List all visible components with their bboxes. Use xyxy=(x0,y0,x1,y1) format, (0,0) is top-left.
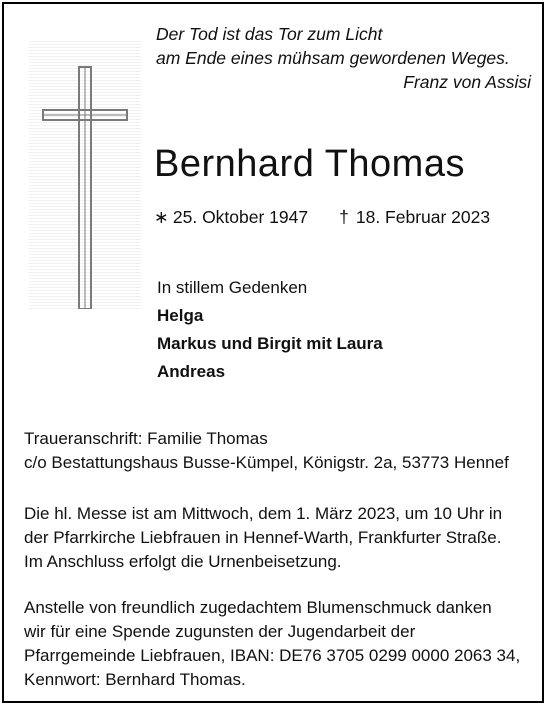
quote xyxy=(156,22,531,94)
cross-panel xyxy=(29,41,141,309)
donation-line: Kennwort: Bernhard Thomas. xyxy=(24,670,246,689)
mourners-intro: In stillem Gedenken xyxy=(157,278,308,297)
obituary-frame xyxy=(2,2,544,703)
donation-line: Pfarrgemeinde Liebfrauen, IBAN: DE76 3705 0299 0000 2063 34, xyxy=(24,646,521,665)
mourner-name: Helga xyxy=(157,306,204,325)
quote-line: Der Tod ist das Tor zum Licht xyxy=(156,24,383,44)
latin-cross-icon xyxy=(29,41,141,309)
address-block xyxy=(24,427,509,475)
mourner-name: Markus und Birgit mit Laura xyxy=(157,334,383,353)
service-line: Die hl. Messe ist am Mittwoch, dem 1. März 2023, um 10 Uhr in xyxy=(24,504,503,523)
donation-block xyxy=(24,596,520,692)
death-date: 18. Februar 2023 xyxy=(355,207,491,227)
mourners-list xyxy=(157,274,383,386)
donation-line: Anstelle von freundlich zugedachtem Blumenschmuck danken xyxy=(24,598,492,617)
mourner-name: Andreas xyxy=(157,362,226,381)
death-dagger-icon: † xyxy=(339,207,349,227)
donation-line: wir für eine Spende zugunsten der Jugendarbeit der xyxy=(24,622,416,641)
life-dates xyxy=(154,204,490,230)
address-line: Traueranschrift: Familie Thomas xyxy=(24,429,268,448)
service-line: Im Anschluss erfolgt die Urnenbeisetzung. xyxy=(24,552,342,571)
service-line: der Pfarrkirche Liebfrauen in Hennef-Warth, Frankfurter Straße. xyxy=(24,528,502,547)
deceased-name: Bernhard Thomas xyxy=(154,143,465,185)
service-block xyxy=(24,502,502,574)
quote-author: Franz von Assisi xyxy=(403,72,531,92)
birth-star-icon: ∗ xyxy=(154,207,169,227)
birth-date: 25. Oktober 1947 xyxy=(172,207,309,227)
address-line: c/o Bestattungshaus Busse-Kümpel, Königstr. 2a, 53773 Hennef xyxy=(24,453,509,472)
quote-line: am Ende eines mühsam gewordenen Weges. xyxy=(156,48,510,68)
